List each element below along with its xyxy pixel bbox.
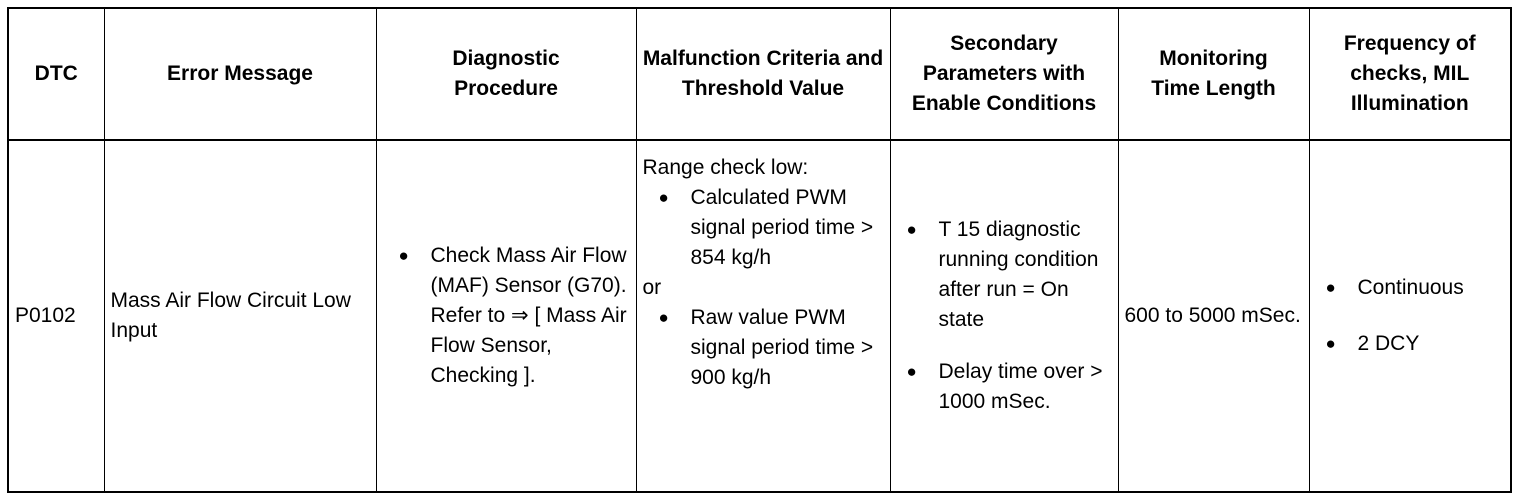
criteria-connector: or [642, 276, 662, 299]
dtc-table [7, 7, 1512, 493]
list-item: ● Check Mass Air Flow (MAF) Sensor (G70). Refer to ⇒ [ Mass Air Flow Sensor, Checking ]. [383, 241, 632, 391]
cell-frequency [1309, 140, 1511, 492]
header-dtc: DTC [8, 8, 104, 140]
header-diagnostic-procedure: Diagnostic Procedure [376, 8, 636, 140]
header-error-message: Error Message [104, 8, 376, 140]
list-item: ● Continuous [1310, 273, 1507, 303]
list-item: ● Raw value PWM signal period time > 900 kg/h [643, 303, 884, 393]
cell-dtc: P0102 [8, 140, 104, 492]
criteria-list-second [643, 303, 884, 393]
diagnostic-procedure-list [383, 241, 632, 391]
header-malfunction-criteria: Malfunction Criteria and Threshold Value [636, 8, 890, 140]
criteria-intro: Range check low: [642, 156, 809, 179]
cell-diagnostic-procedure [376, 140, 636, 492]
list-item: ● 2 DCY [1310, 329, 1507, 359]
header-frequency: Frequency of checks, MIL Illumination [1309, 8, 1511, 140]
list-item: ● T 15 diagnostic running condition after run = On state [891, 215, 1114, 335]
frequency-list [1310, 273, 1507, 359]
criteria-list-first [643, 183, 884, 273]
header-row [8, 8, 1511, 140]
header-secondary-parameters: Secondary Parameters with Enable Conditions [890, 8, 1118, 140]
cell-error-message: Mass Air Flow Circuit Low Input [104, 140, 376, 492]
table-row [8, 140, 1511, 492]
secondary-parameters-list [891, 215, 1114, 417]
header-monitoring-time: Monitoring Time Length [1118, 8, 1309, 140]
cell-monitoring-time: 600 to 5000 mSec. [1118, 140, 1309, 492]
list-item: ● Delay time over > 1000 mSec. [891, 357, 1114, 417]
list-item: ● Calculated PWM signal period time > 854 kg/h [643, 183, 884, 273]
cell-malfunction-criteria [636, 140, 890, 492]
cell-secondary-parameters [890, 140, 1118, 492]
